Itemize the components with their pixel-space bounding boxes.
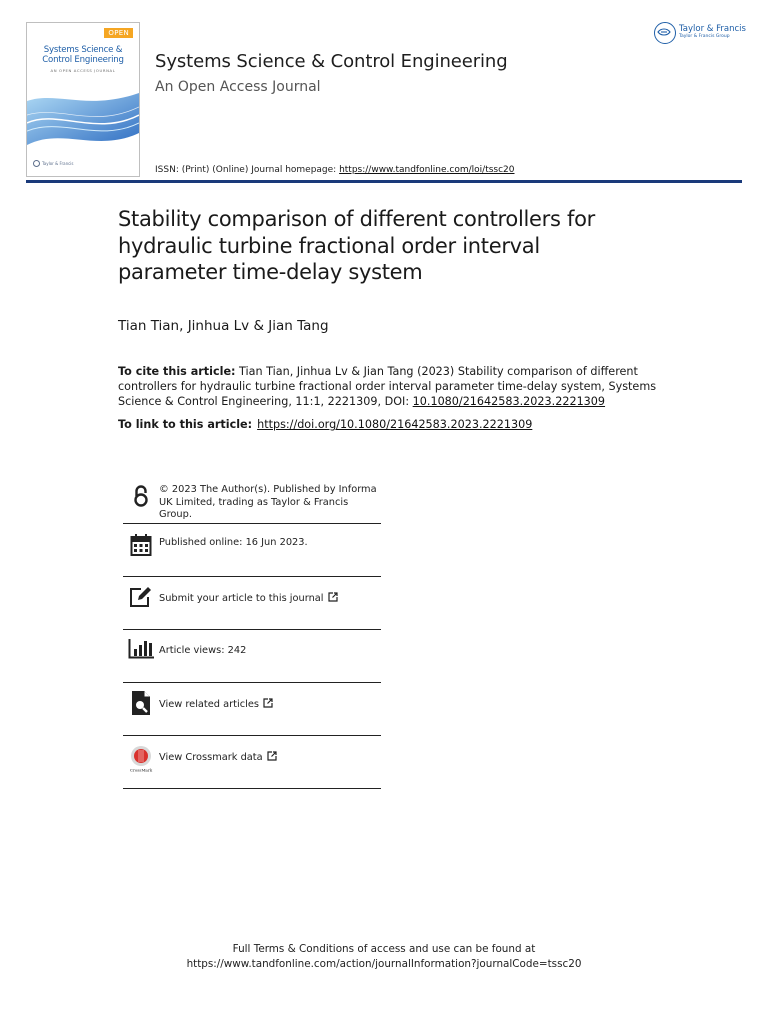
submit-article-link[interactable]: Submit your article to this journal (159, 593, 324, 604)
issn-line (155, 165, 515, 175)
journal-cover-image (26, 22, 140, 177)
cite-label: To cite this article: (118, 365, 236, 378)
external-link-icon (267, 751, 277, 761)
related-articles-link[interactable]: View related articles (159, 699, 259, 710)
cover-title: Systems Science & Control Engineering (42, 45, 124, 65)
crossmark-logo-text: CrossMark (129, 767, 153, 773)
article-views-item (123, 630, 381, 683)
journal-subtitle: An Open Access Journal (155, 79, 321, 95)
terms-footer (0, 942, 768, 971)
article-info-box (123, 475, 381, 789)
published-date-text: Published online: 16 Jun 2023. (159, 537, 308, 548)
cite-text: Tian Tian, Jinhua Lv & Jian Tang (2023) Stability comparison of different controllers for hydraulic turbine fractional order interval parameter time-delay system, Systems Science & Control Engineering, 11:1, 2221309, DOI: (118, 365, 657, 408)
edit-pencil-icon (129, 586, 153, 608)
crossmark-item[interactable] (123, 736, 381, 789)
open-access-badge: OPEN (104, 28, 133, 38)
article-link-block (118, 418, 532, 431)
citation-block (118, 364, 658, 409)
calendar-icon (130, 533, 152, 557)
header-divider (26, 180, 742, 183)
issn-label: ISSN: (Print) (Online) Journal homepage: (155, 165, 340, 175)
crossmark-data-link[interactable]: View Crossmark data (159, 752, 263, 763)
journal-title: Systems Science & Control Engineering (155, 51, 508, 72)
article-authors: Tian Tian, Jinhua Lv & Jian Tang (118, 318, 329, 334)
related-articles-item[interactable] (123, 683, 381, 736)
terms-url[interactable]: https://www.tandfonline.com/action/journalInformation?journalCode=tssc20 (186, 957, 582, 970)
bar-chart-icon (128, 639, 154, 659)
doi-link[interactable]: 10.1080/21642583.2023.2221309 (412, 395, 606, 408)
logo-group: Taylor & Francis Group (679, 34, 730, 39)
copyright-item (123, 475, 381, 524)
logo-name: Taylor & Francis (679, 24, 746, 34)
copyright-text: © 2023 The Author(s). Published by Informa UK Limited, trading as Taylor & Francis Group. (159, 484, 377, 520)
submit-article-item[interactable] (123, 577, 381, 630)
terms-line: Full Terms & Conditions of access and use can be found at (232, 943, 536, 955)
article-title: Stability comparison of different controllers for hydraulic turbine fractional order interval parameter time-delay system (118, 207, 595, 284)
cover-wave-graphic (27, 71, 139, 161)
published-item (123, 524, 381, 577)
external-link-icon (263, 698, 273, 708)
search-document-icon (130, 690, 152, 716)
article-views-text: Article views: 242 (159, 645, 247, 656)
taylor-francis-logo[interactable] (654, 22, 746, 44)
journal-homepage-link[interactable]: https://www.tandfonline.com/loi/tssc20 (339, 165, 515, 175)
crossmark-icon (128, 745, 154, 773)
external-link-icon (328, 592, 338, 602)
open-access-icon (133, 484, 149, 508)
link-label: To link to this article: (118, 418, 253, 431)
cover-subtitle: AN OPEN ACCESS JOURNAL (50, 68, 116, 73)
taylor-francis-icon (654, 22, 676, 44)
article-doi-url-link[interactable]: https://doi.org/10.1080/21642583.2023.2221309 (257, 418, 533, 431)
cover-publisher-logo: Taylor & Francis (33, 160, 74, 167)
